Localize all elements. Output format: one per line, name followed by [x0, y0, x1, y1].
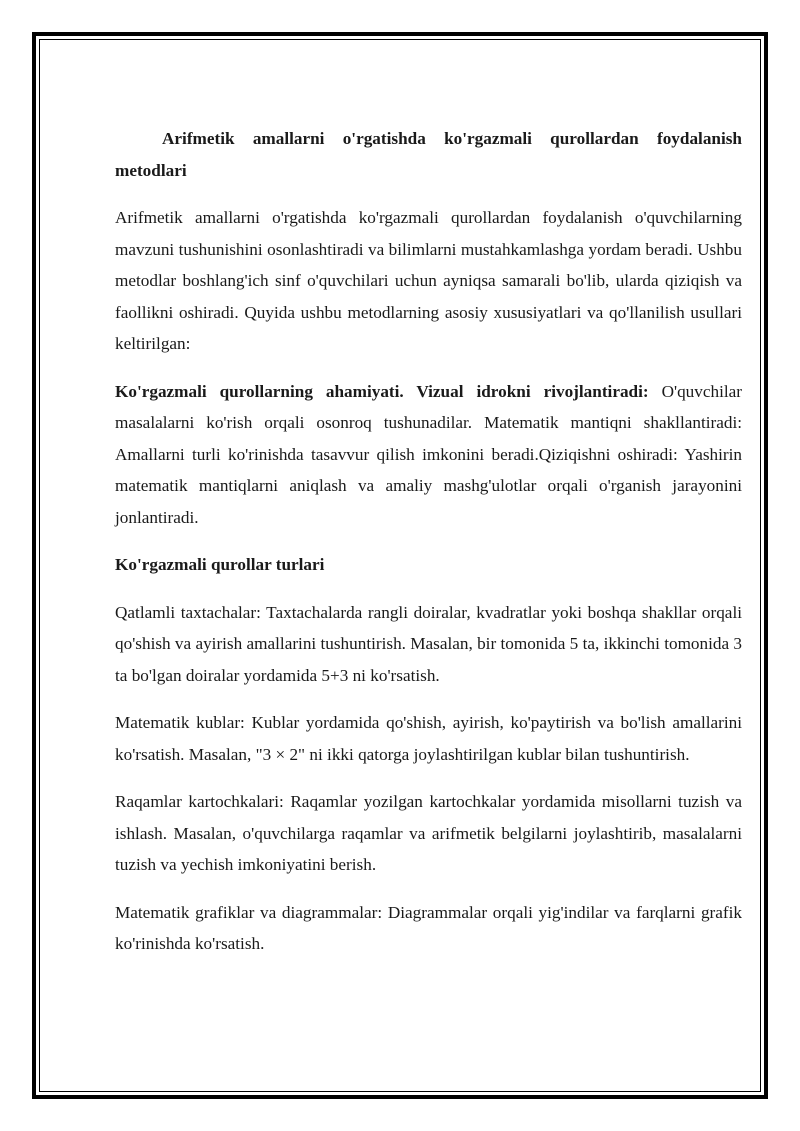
- importance-paragraph: [115, 376, 742, 534]
- types-heading: Ko'rgazmali qurollar turlari: [115, 555, 325, 574]
- importance-lead: Ko'rgazmali qurollarning ahamiyati. Vizual idrokni rivojlantiradi:: [115, 381, 649, 401]
- type-paragraph-number-cards: Raqamlar kartochkalari: Raqamlar yozilgan kartochkalar yordamida misollarni tuzish va ishlash. Masalan, o'quvchilarga raqamlar va arifmetik belgilarni joylashtirib, masalalarni tuzish va yechish imkoniyatini berish.: [115, 792, 742, 874]
- importance-text: O'quvchilar masalalarni ko'rish orqali osonroq tushunadilar. Matematik mantiqni shakllantiradi: Amallarni turli ko'rinishda tasavvur qilish imkonini beradi.Qiziqishni oshiradi: Yashirin matematik mantiqlarni aniqlash va amaliy mashg'ulotlar orqali o'rganish jarayonini jonlantiradi.: [115, 381, 742, 527]
- type-paragraph-layered-boards: Qatlamli taxtachalar: Taxtachalarda rangli doiralar, kvadratlar yoki boshqa shakllar orqali qo'shish va ayirish amallarini tushuntirish. Masalan, bir tomonida 5 ta, ikkinchi tomonida 3 ta bo'lgan doiralar yordamida 5+3 ni ko'rsatish.: [115, 602, 743, 685]
- intro-paragraph: Arifmetik amallarni o'rgatishda ko'rgazmali qurollardan foydalanish o'quvchilarning mavzuni tushunishini osonlashtiradi va bilimlarni mustahkamlashga yordam beradi. Ushbu metodlar boshlang'ich sinf o'quvchilari uchun ayniqsa samarali bo'lib, ularda qiziqish va faollikni oshiradi. Quyida ushbu metodlarning asosiy xususiyatlari va qo'llanilish usullari keltirilgan:: [115, 208, 742, 353]
- document-title: Arifmetik amallarni o'rgatishda ko'rgazmali qurollardan foydalanish metodlari: [115, 129, 742, 180]
- type-paragraph-math-cubes: Matematik kublar: Kublar yordamida qo'shish, ayirish, ko'paytirish va bo'lish amallarini ko'rsatish. Masalan, "3 × 2" ni ikki qatorga joylashtirilgan kublar bilan tushuntirish.: [115, 713, 742, 764]
- document-body: [115, 123, 742, 976]
- type-paragraph-graphs-diagrams: Matematik grafiklar va diagrammalar: Diagrammalar orqali yig'indilar va farqlarni grafik ko'rinishda ko'rsatish.: [115, 902, 742, 953]
